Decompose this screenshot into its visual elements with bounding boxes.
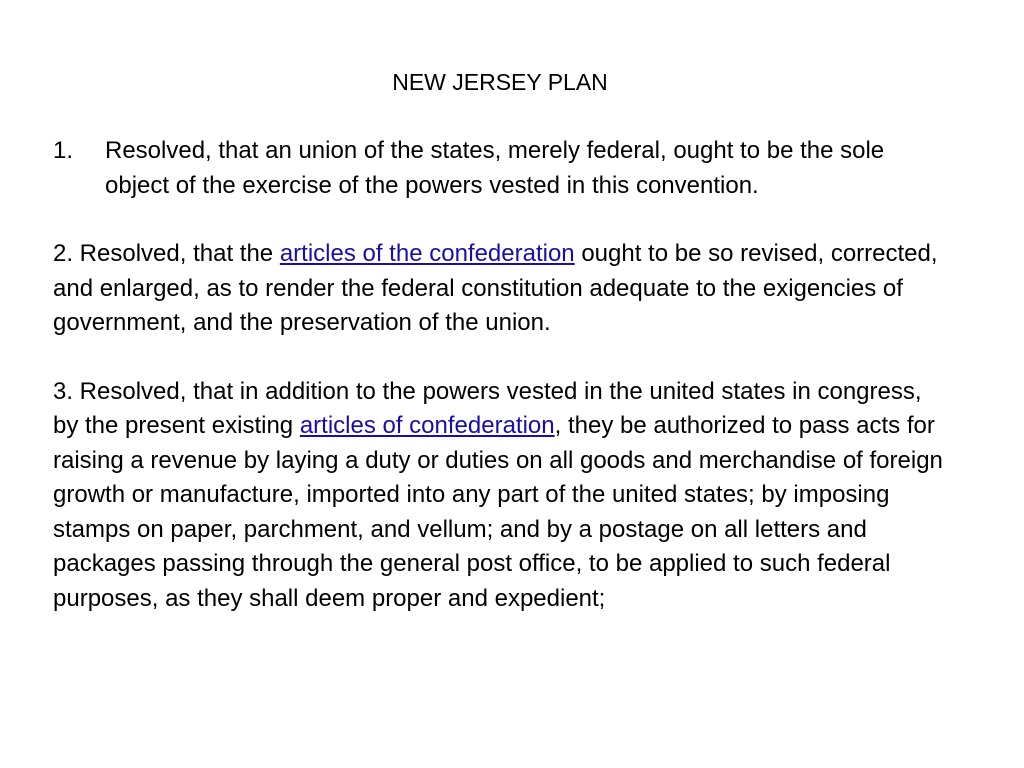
- resolutions-body: [53, 134, 953, 616]
- page-title: NEW JERSEY PLAN: [392, 69, 608, 95]
- resolution-3-text-before: 3. Resolved, that in addition to the powers vested in the united states in congress, by the present existing: [53, 377, 922, 439]
- resolution-1-text: Resolved, that an union of the states, merely federal, ought to be the sole object of the exercise of the powers vested in this convention.: [105, 137, 885, 199]
- resolution-1-number: 1.: [53, 137, 74, 164]
- resolution-1: [53, 134, 953, 203]
- resolution-2-text-before: 2. Resolved, that the: [53, 240, 280, 267]
- articles-of-the-confederation-link[interactable]: articles of the confederation: [279, 240, 575, 267]
- resolution-2-text-after: ought to be so revised, corrected, and enlarged, as to render the federal constitution adequate to the exigencies of government, and the preservation of the union.: [53, 240, 938, 336]
- resolution-3-text-after: , they be authorized to pass acts for raising a revenue by laying a duty or duties on all goods and merchandise of foreign growth or manufacture, imported into any part of the united states; by imposing stamps on paper, parchment, and vellum; and by a postage on all letters and packages passing through the general post office, to be applied to such federal purposes, as they shall deem proper and expedient;: [53, 412, 943, 612]
- resolution-2: [53, 237, 953, 341]
- articles-of-confederation-link[interactable]: articles of confederation: [299, 412, 555, 439]
- resolution-3: [53, 375, 953, 617]
